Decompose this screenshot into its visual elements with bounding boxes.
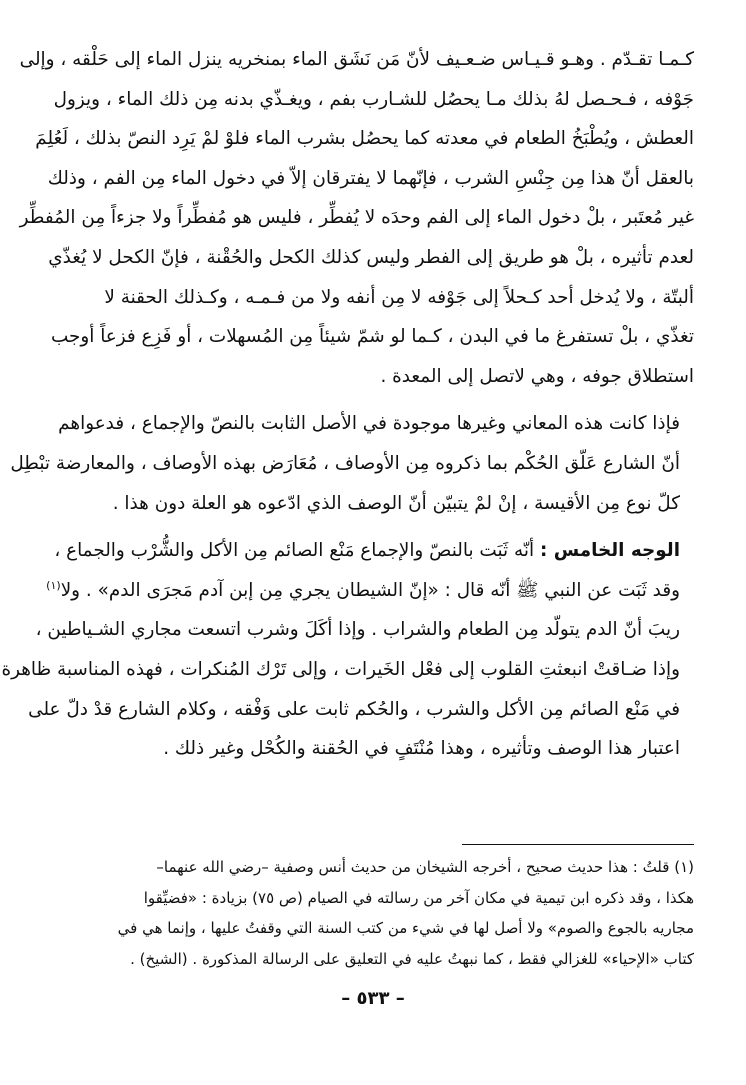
text-line: فإذا كانت هذه المعاني وغيرها موجودة في الأصل الثابت بالنصّ والإجماع ، فدعواهم: [58, 413, 680, 435]
text-line: تغذّي ، بلْ تستفرغ ما في البدن ، كـما لو شمّ شيئاً مِن المُسهلات ، أو فَزِع فزعاً أوجب: [50, 326, 694, 348]
text-line: لعدم تأثيره ، بلْ هو طريق إلى الفطر وليس كذلك الكحل والحُقْنة ، فإنّ الكحل لا يُغذّي: [48, 246, 694, 268]
text-run: وقد ثَبَت عن النبي ﷺ أنّه قال : «إنّ الشيطان يجري مِن إبن آدم مَجرَى الدم» . ولا: [60, 579, 680, 601]
footnote: [56, 852, 694, 974]
paragraph-2: [10, 404, 694, 523]
section-lead: الوجه الخامس :: [539, 540, 680, 562]
text-line: [56, 531, 694, 571]
footnote-line: هكذا ، وقد ذكره ابن تيمية في مكان آخر من رسالته في الصيام (ص ٧٥) بزيادة : «فضيِّقوا: [143, 888, 694, 907]
text-line: [46, 571, 694, 611]
main-text: [1, 40, 694, 769]
footnote-reference[interactable]: (١): [46, 578, 61, 592]
text-line: كـمـا تقـدّم . وهـو قـيـاس ضـعـيف لأنّ مَن نَشَق الماء بمنخريه ينزل الماء إلى حَلْقه ، وإلى: [19, 49, 694, 70]
text-line: وإذا ضـاقتْ انبعثتِ القلوب إلى فعْل الخَيرات ، وإلى تَرْك المُنكرات ، فهذه المناسبة ظاهرة: [1, 658, 680, 680]
text-line: ألبتّة ، ولا يُدخل أحد كـحلاً إلى جَوْفه لا مِن أنفه ولا من فـمـه ، وكـذلك الحقنة لا: [104, 286, 694, 308]
footnote-line: مجاريه بالجوع والصوم» ولا أصل لها في شيء من كتب السنة التي وقفتُ عليها ، وإنما هي في: [117, 919, 694, 937]
text-line: ريبَ أنّ الدم يتولّد مِن الطعام والشراب . وإذا أكَلَ وشرب اتسعت مجاري الشـياطين ،: [35, 619, 680, 641]
page-number: – ٥٣٣ –: [341, 988, 405, 1009]
footnote-line: (١) قلتُ : هذا حديث صحيح ، أخرجه الشيخان من حديث أنس وصفية –رضي الله عنهما–: [156, 858, 694, 876]
text-line: غير مُعتَبر ، بلْ دخول الماء إلى الفم وحدَه لا يُفطِّر ، فليس هو مُفطِّراً ولا جزءاً مِن المُفطِّر: [19, 207, 694, 229]
paragraph-3: [1, 531, 694, 769]
text-line: جَوْفه ، فـحـصل لهُ بذلك مـا يحصُل للشـارب بفم ، ويغـذّي بدنه مِن ذلك الماء ، ويزول: [53, 88, 694, 110]
paragraph-1: [19, 40, 694, 396]
text-line: أنّ الشارع عَلّق الحُكْم بما ذكروه مِن الأوصاف ، مُعَارَض بهذه الأوصاف ، والمعارضة تبْطِل: [10, 452, 680, 474]
text-line: في مَنْع الصائم مِن الأكل والشرب ، والحُكم ثابت على وَفْقه ، وكلام الشارع قدْ دلّ على: [28, 698, 680, 720]
footnote-line: كتاب «الإحياء» للغزالي فقط ، كما نبهتُ عليه في التعليق على الرسالة المذكورة . (الشيخ) .: [130, 949, 694, 968]
text-line: اعتبار هذا الوصف وتأثيره ، وهذا مُنْتَفٍ في الحُقنة والكُحْل وغير ذلك .: [163, 738, 680, 760]
footnote-divider: [462, 844, 694, 845]
text-line: كلّ نوع مِن الأقيسة ، إنْ لمْ يتبيّن أنّ الوصف الذي ادّعوه هو العلة دون هذا .: [112, 492, 680, 514]
text-line: استطلاق جوفه ، وهي لاتصل إلى المعدة .: [380, 365, 694, 387]
text-line: العطش ، ويُطْبَخُ الطعام في معدته كما يحصُل بشرب الماء فلوْ لمْ يَرِد النصّ بذلك ، لَعُلِمَ: [35, 128, 694, 150]
text-line: بالعقل أنّ هذا مِن جِنْسِ الشرب ، فإنّهما لا يفترقان إلاّ في دخول الماء مِن الفم ، وذلك: [47, 167, 694, 189]
text-run: أنّه ثَبَت بالنصّ والإجماع مَنْع الصائم مِن الأكل والشُّرْب والجماع ،: [54, 540, 535, 562]
